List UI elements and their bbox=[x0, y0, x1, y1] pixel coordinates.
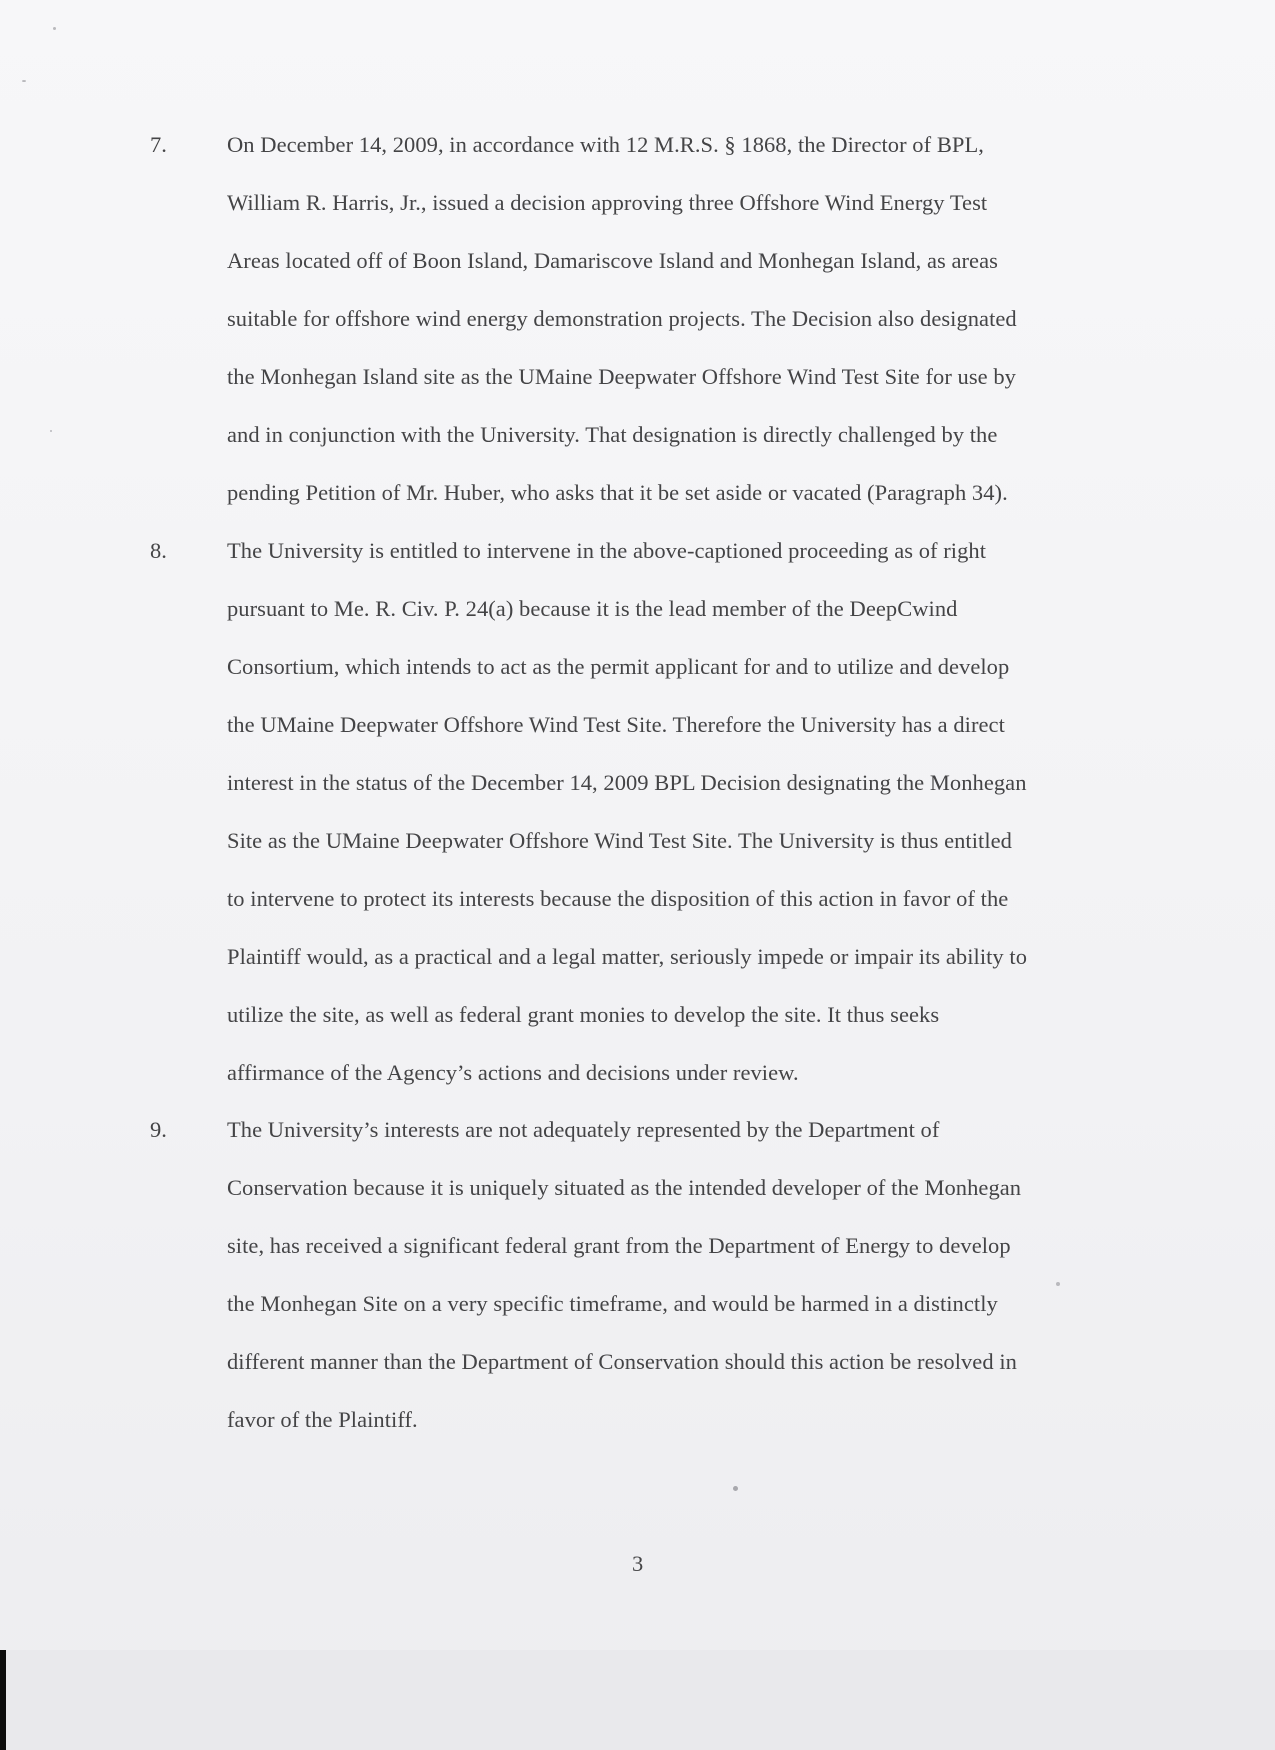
scan-speck bbox=[50, 430, 52, 432]
paragraph-line: suitable for offshore wind energy demonstration projects. The Decision also designated bbox=[227, 306, 1017, 331]
paragraph-line: site, has received a significant federal grant from the Department of Energy to develop bbox=[227, 1233, 1011, 1258]
paragraph-line: the Monhegan Site on a very specific timeframe, and would be harmed in a distinctly bbox=[227, 1291, 998, 1316]
scan-speck bbox=[733, 1486, 738, 1491]
paragraph-line: to intervene to protect its interests because the disposition of this action in favor of the bbox=[227, 886, 1009, 911]
paragraph-line: and in conjunction with the University. That designation is directly challenged by the bbox=[227, 422, 998, 447]
paragraph-line: affirmance of the Agency’s actions and decisions under review. bbox=[227, 1060, 799, 1085]
paragraph-line: On December 14, 2009, in accordance with 12 M.R.S. § 1868, the Director of BPL, bbox=[227, 132, 984, 157]
paragraph-line: interest in the status of the December 14, 2009 BPL Decision designating the Monhegan bbox=[227, 770, 1027, 795]
page-number: 3 bbox=[632, 1551, 644, 1576]
scan-speck bbox=[22, 80, 26, 82]
paragraph-line: The University’s interests are not adequately represented by the Department of bbox=[227, 1117, 940, 1142]
paragraph-line: The University is entitled to intervene in the above-captioned proceeding as of right bbox=[227, 538, 987, 563]
paragraph-line: Consortium, which intends to act as the permit applicant for and to utilize and develop bbox=[227, 654, 1010, 679]
paragraph-number: 9. bbox=[150, 1117, 167, 1142]
paragraph-line: the Monhegan Island site as the UMaine Deepwater Offshore Wind Test Site for use by bbox=[227, 364, 1016, 389]
paragraph-line: favor of the Plaintiff. bbox=[227, 1407, 418, 1432]
paragraph-number: 8. bbox=[150, 538, 167, 563]
paragraph-line: pursuant to Me. R. Civ. P. 24(a) because it is the lead member of the DeepCwind bbox=[227, 596, 958, 621]
paragraph-line: Site as the UMaine Deepwater Offshore Wind Test Site. The University is thus entitled bbox=[227, 828, 1012, 853]
scanner-left-edge bbox=[0, 1650, 6, 1750]
paragraph-line: different manner than the Department of Conservation should this action be resolved in bbox=[227, 1349, 1017, 1374]
paragraph-line: William R. Harris, Jr., issued a decision approving three Offshore Wind Energy Test bbox=[227, 190, 988, 215]
paragraph-line: Plaintiff would, as a practical and a legal matter, seriously impede or impair its ability to bbox=[227, 944, 1027, 969]
paragraph-line: utilize the site, as well as federal grant monies to develop the site. It thus seeks bbox=[227, 1002, 940, 1027]
paragraph-line: pending Petition of Mr. Huber, who asks that it be set aside or vacated (Paragraph 34). bbox=[227, 480, 1008, 505]
paragraph-line: the UMaine Deepwater Offshore Wind Test Site. Therefore the University has a direct bbox=[227, 712, 1005, 737]
paragraph-line: Conservation because it is uniquely situated as the intended developer of the Monhegan bbox=[227, 1175, 1022, 1200]
paragraph-number: 7. bbox=[150, 132, 167, 157]
scan-speck bbox=[1056, 1282, 1060, 1286]
scan-speck bbox=[53, 27, 56, 30]
scanner-bottom-band bbox=[0, 1650, 1275, 1750]
paragraph-line: Areas located off of Boon Island, Damariscove Island and Monhegan Island, as areas bbox=[227, 248, 998, 273]
